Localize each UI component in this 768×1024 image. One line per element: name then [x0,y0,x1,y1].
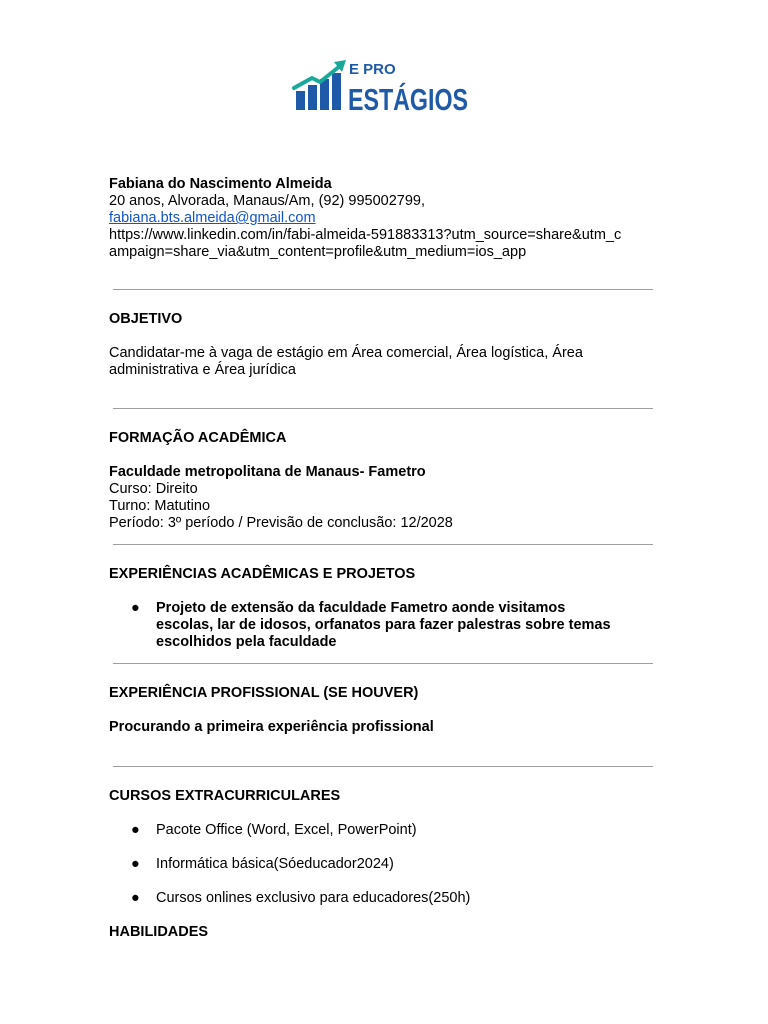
curso-item: Cursos onlines exclusivo para educadores(250h) [156,890,471,906]
formacao-title: FORMAÇÃO ACADÊMICA [109,430,287,446]
list-item [109,600,669,651]
candidate-details: 20 anos, Alvorada, Manaus/Am, (92) 995002799, [109,193,425,209]
candidate-name: Fabiana do Nascimento Almeida [109,176,332,192]
experiencias-academicas-title: EXPERIÊNCIAS ACADÊMICAS E PROJETOS [109,566,416,582]
formacao-course: Curso: Direito [109,481,198,497]
section-divider [113,408,653,409]
section-divider [113,663,653,664]
cursos-list [109,822,669,907]
logo-bar-3 [320,79,329,110]
experiencia-profissional-title: EXPERIÊNCIA PROFISSIONAL (SE HOUVER) [109,685,419,701]
formacao-institution: Faculdade metropolitana de Manaus- Fametro [109,464,426,480]
logo-bar-4 [332,73,341,110]
list-item [109,856,669,873]
bullet-icon: ● [131,890,140,906]
bullet-icon: ● [131,822,140,838]
habilidades-title: HABILIDADES [109,924,209,940]
experiencias-academicas-list [109,600,669,651]
linkedin-url-line-1[interactable]: https://www.linkedin.com/in/fabi-almeida-591883313?utm_source=share&utm_c [109,227,622,243]
project-text-line-1: Projeto de extensão da faculdade Fametro aonde visitamos [156,600,566,616]
bullet-icon: ● [131,600,140,616]
curso-item: Informática básica(Sóeducador2024) [156,856,394,872]
section-divider [113,544,653,545]
section-divider [113,289,653,290]
logo-graphic [292,58,472,116]
section-divider [113,766,653,767]
formacao-shift: Turno: Matutino [109,498,211,514]
experiencia-profissional-text: Procurando a primeira experiência profissional [109,719,434,735]
project-text-line-2: escolas, lar de idosos, orfanatos para fazer palestras sobre temas [156,617,611,633]
logo-main-text: ESTÁGIOS [348,82,468,117]
logo-bar-2 [308,85,317,110]
email-link[interactable]: fabiana.bts.almeida@gmail.com [109,210,316,226]
list-item [109,822,669,839]
logo-top-text: E PRO [349,61,396,78]
formacao-period: Período: 3º período / Previsão de conclusão: 12/2028 [109,515,453,531]
logo-bar-1 [296,91,305,110]
resume-content [109,176,669,941]
cursos-title: CURSOS EXTRACURRICULARES [109,788,341,804]
bullet-icon: ● [131,856,140,872]
project-text-line-3: escolhidos pela faculdade [156,634,337,650]
linkedin-url-line-2[interactable]: ampaign=share_via&utm_content=profile&utm_medium=ios_app [109,244,527,260]
list-item [109,890,669,907]
objetivo-text-line-2: administrativa e Área jurídica [109,362,296,378]
objetivo-text-line-1: Candidatar-me à vaga de estágio em Área comercial, Área logística, Área [109,345,583,361]
epro-estagios-logo [292,58,472,116]
objetivo-title: OBJETIVO [109,311,183,327]
curso-item: Pacote Office (Word, Excel, PowerPoint) [156,822,417,838]
